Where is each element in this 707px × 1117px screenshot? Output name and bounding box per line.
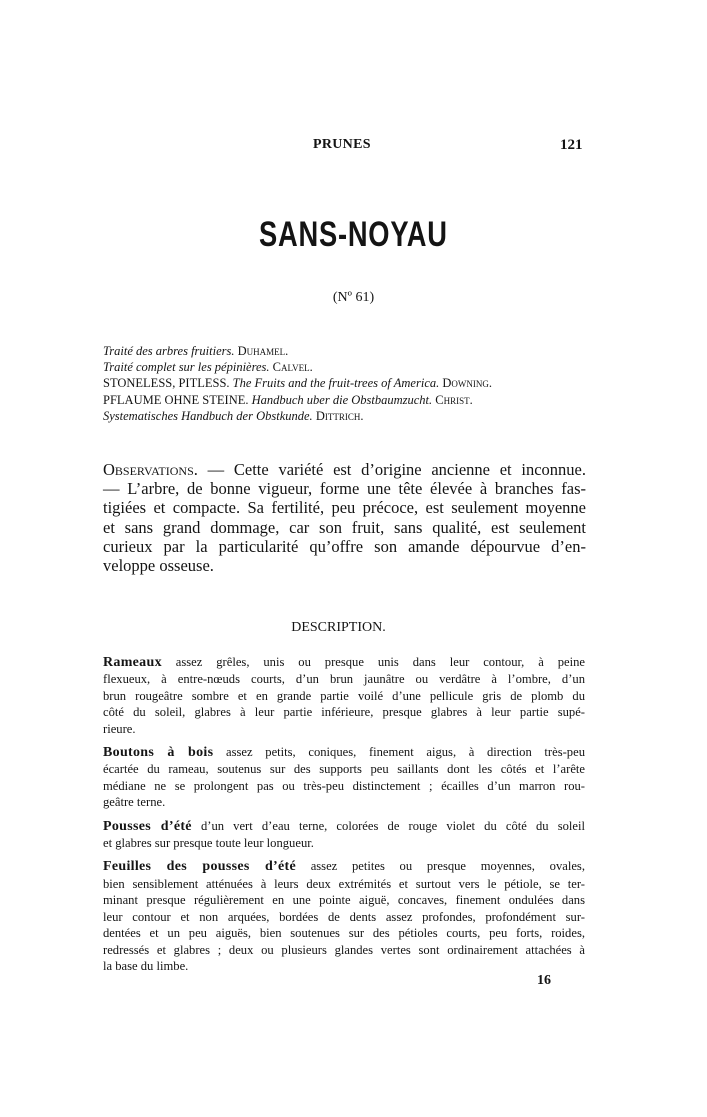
synonym-entry: [103, 392, 623, 408]
obs-line: curieux par la particularité qu’offre son amande dépourvue d’en-: [103, 536, 586, 556]
obs-line: tigiées et compacte. Sa fertilité, peu précoce, est seulement moyenne: [103, 498, 586, 518]
synonym-work: Systematisches Handbuch der Obstkunde.: [103, 408, 313, 423]
synonym-author: Christ.: [435, 392, 473, 407]
desc-line: écartée du rameau, soutenus sur des supports peu saillants dont les côtés et l’arête: [103, 762, 585, 777]
desc-line: redressés et glabres ; deux ou plusieurs glandes vertes sont ordinairement attachées à: [103, 942, 585, 957]
synonym-entry: [103, 408, 623, 424]
page-number: 121: [560, 137, 583, 153]
running-head-title: PRUNES: [313, 137, 371, 152]
description-body: [103, 654, 585, 981]
desc-line: geâtre terne.: [103, 795, 166, 810]
signature-mark: 16: [537, 973, 551, 988]
synonym-author: Downing.: [442, 376, 493, 391]
desc-line: [103, 744, 585, 761]
synonym-name: PFLAUME OHNE STEINE.: [103, 392, 249, 407]
description-section-boutons: [103, 744, 585, 811]
synonym-author: Dittrich.: [315, 408, 364, 423]
desc-line: [103, 654, 585, 671]
section-lead: Feuilles des pousses d’été: [103, 859, 296, 875]
variety-number: (Nº 61): [332, 290, 375, 305]
description-section-rameaux: [103, 654, 585, 737]
obs-line: veloppe osseuse.: [103, 556, 214, 576]
desc-line: côté du soleil, glabres à leur partie inférieure, presque glabres à leur partie supé-: [103, 705, 585, 720]
obs-line: — L’arbre, de bonne vigueur, forme une tête élevée à branches fas-: [103, 479, 586, 499]
desc-line: minant presque régulièrement en une pointe aiguë, concaves, finement ondulées dans: [103, 893, 585, 908]
synonym-work: Traité des arbres fruitiers.: [103, 344, 235, 358]
desc-text: assez grêles, unis ou presque unis dans leur contour, à peine: [161, 655, 585, 669]
section-lead: Rameaux: [103, 655, 162, 670]
obs-line: et sans grand dommage, car son fruit, sans qualité, est seulement: [103, 517, 586, 537]
desc-line: [103, 818, 585, 835]
desc-line: rieure.: [103, 721, 136, 736]
obs-line: [103, 460, 586, 479]
synonyms-list: [103, 343, 623, 424]
desc-line: et glabres sur presque toute leur longueur.: [103, 836, 314, 851]
synonym-author: Calvel.: [272, 360, 313, 375]
desc-line: flexueux, à entre-nœuds courts, d’un brun jaunâtre ou verdâtre à l’ombre, d’un: [103, 672, 585, 687]
desc-line: leur contour et non arquées, bordées de dents assez profondes, profondément sur-: [103, 909, 585, 924]
synonym-entry: [103, 359, 623, 375]
desc-line: dentées et un peu aiguës, bien soutenues sur des pétioles courts, peu forts, roides,: [103, 926, 585, 941]
obs-text: — Cette variété est d’origine ancienne et inconnue.: [197, 460, 586, 479]
observations-label: Observations.: [103, 460, 198, 479]
synonym-work: Handbuch uber die Obstbaumzucht.: [251, 392, 433, 407]
desc-text: d’un vert d’eau terne, colorées de rouge violet du côté du soleil: [191, 818, 586, 833]
desc-text: assez petits, coniques, finement aigus, à direction très-peu: [213, 745, 585, 760]
desc-line: médiane ne se prolongent pas ou très-peu distinctement ; écailles d’un marron rou-: [103, 778, 585, 793]
section-lead: Boutons à bois: [103, 745, 214, 761]
synonym-entry: [103, 343, 623, 359]
description-heading: [0, 620, 707, 636]
desc-line: bien sensiblement atténuées à leurs deux extrémités et surtout vers le pétiole, se ter-: [103, 876, 585, 891]
section-lead: Pousses d’été: [103, 818, 192, 834]
running-head: [0, 137, 707, 157]
description-section-pousses: [103, 818, 585, 852]
synonym-entry: [103, 375, 623, 391]
description-section-feuilles: [103, 858, 585, 974]
page-title: SANS-NOYAU: [258, 215, 448, 254]
desc-line: brun rougeâtre sombre et en grande partie voilé d’une pellicule gris de plomb du: [103, 688, 585, 703]
desc-line: la base du limbe.: [103, 958, 189, 973]
synonym-work: Traité complet sur les pépinières.: [103, 360, 270, 375]
desc-text: assez petites ou presque moyennes, ovales,: [295, 859, 585, 874]
synonym-work: The Fruits and the fruit-trees of America.: [232, 376, 440, 391]
description-heading-text: DESCRIPTION.: [291, 620, 386, 635]
observations-paragraph: [103, 460, 586, 575]
synonym-author: Duhamel.: [237, 344, 289, 358]
synonym-name: STONELESS, PITLESS.: [103, 376, 230, 391]
desc-line: [103, 858, 585, 875]
